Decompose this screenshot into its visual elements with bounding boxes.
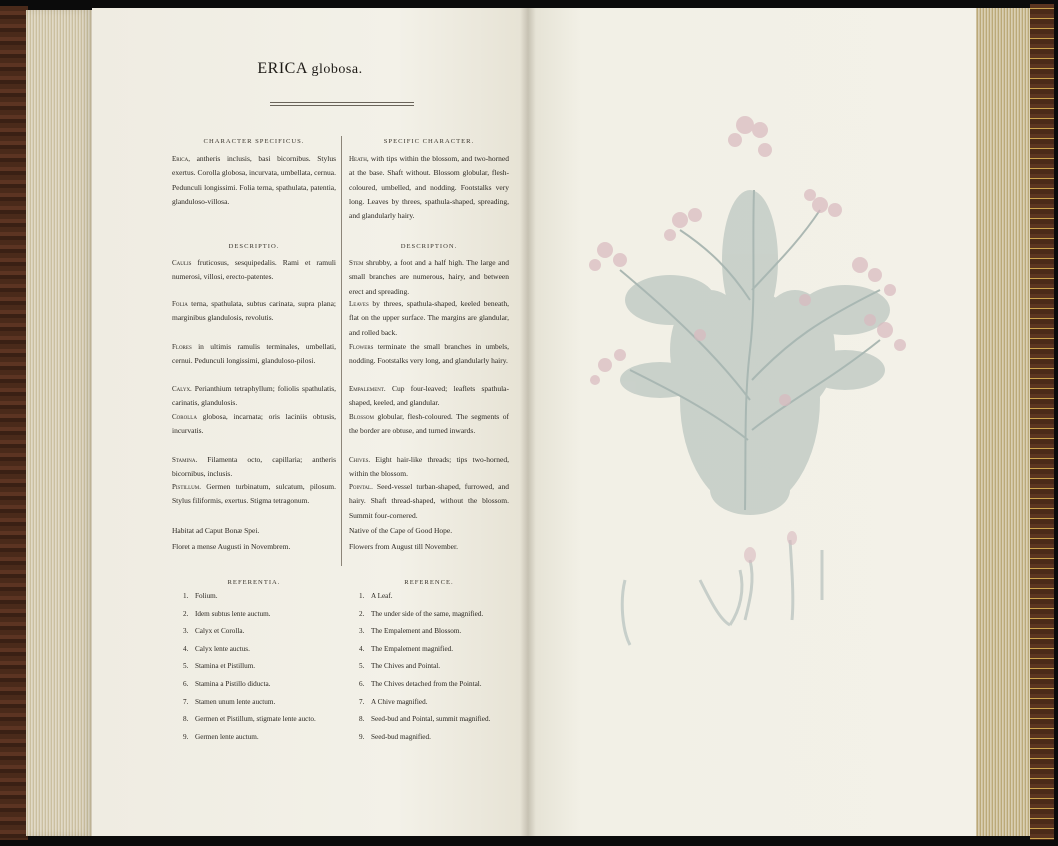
desc-latin-lead: Caulis: [172, 259, 192, 267]
reference-number: 9.: [183, 732, 189, 741]
heading-description-english: DESCRIPTION.: [400, 243, 458, 250]
desc-english-lead: Pointal.: [349, 483, 373, 491]
reference-number: 6.: [183, 680, 189, 688]
desc-latin-text: Germen turbinatum, sulcatum, pilosum. Stylus filiformis, exertus. Stigma tetragonum.: [172, 482, 336, 506]
desc-latin-lead: Folia: [172, 300, 188, 308]
character-latin-lead: Erica,: [172, 155, 190, 163]
reference-text: Calyx et Corolla.: [195, 627, 245, 636]
desc-english-text: terminate the small branches in umbels, nodding. Footstalks very long, and glandularly hairy.: [349, 342, 509, 366]
reference-number: 3.: [359, 627, 365, 636]
heading-character-english: SPECIFIC CHARACTER.: [383, 138, 475, 145]
desc-english-0: [349, 256, 509, 299]
desc-latin-text: Filamenta octo, capillaria; antheris bicornibus, inclusis.: [172, 455, 336, 479]
reference-text: Seed-bud magnified.: [371, 732, 431, 741]
desc-latin-text: globosa, incarnata; oris laciniis obtusis, incurvatis.: [172, 412, 336, 436]
desc-english-lead: Empalement.: [349, 385, 386, 393]
reference-item: [183, 627, 244, 635]
reference-number: 5.: [359, 662, 365, 671]
heading-reference-english: REFERENCE.: [404, 579, 454, 586]
desc-english-2: [349, 340, 509, 369]
dissection-details: [622, 540, 822, 645]
desc-latin-text: fruticosus, sesquipedalis. Rami et ramuli numerosi, villosi, erecto-patentes.: [172, 258, 336, 282]
reference-number: 4.: [359, 644, 365, 653]
right-page-edges: [976, 8, 1032, 836]
desc-english-7: [349, 524, 509, 538]
character-latin-text: antheris inclusis, basi bicornibus. Stylus exertus. Corolla globosa, incurvata, umbellata, cernua. Pedunculi longissimi. Folia terna, spathulata, patentia, glanduloso-villosa.: [172, 154, 336, 206]
reference-item: [183, 698, 275, 706]
desc-latin-4: [172, 410, 336, 439]
reference-item: [183, 662, 255, 670]
reference-number: 7.: [183, 697, 189, 706]
desc-latin-0: [172, 256, 336, 285]
desc-latin-lead: Pistillum.: [172, 483, 201, 491]
desc-english-5: [349, 453, 509, 482]
reference-text: Folium.: [195, 592, 218, 600]
reference-text: The Chives detached from the Pointal.: [371, 680, 482, 688]
desc-latin-habitat: Habitat ad Caput Bonæ Spei.: [172, 526, 260, 535]
desc-english-1: [349, 297, 509, 340]
page-title: [92, 60, 528, 78]
reference-text: Germen et Pistillum, stigmate lente aucto.: [195, 715, 316, 724]
desc-latin-8: [172, 540, 336, 554]
reference-item: [183, 715, 316, 723]
desc-latin-text: in ultimis ramulis terminales, umbellati, cernui. Pedunculi longissimi, glanduloso-pilosi.: [172, 342, 336, 366]
reference-item: [183, 592, 218, 600]
reference-number: 2.: [359, 609, 365, 618]
title-genus: ERICA: [257, 60, 308, 77]
title-rule-bottom: [270, 105, 414, 106]
reference-number: 5.: [183, 662, 189, 671]
desc-latin-lead: Corolla: [172, 413, 197, 421]
reference-item: [359, 680, 482, 688]
desc-english-text: Eight hair-like threads; tips two-horned, within the blossom.: [349, 455, 509, 479]
reference-text: Stamina et Pistillum.: [195, 662, 256, 671]
reference-text: Stamina a Pistillo diducta.: [195, 680, 271, 688]
desc-latin-1: [172, 297, 336, 326]
reference-text: The Empalement magnified.: [371, 644, 454, 653]
desc-english-text: globular, flesh-coloured. The segments of the border are obtuse, and turned inwards.: [349, 412, 509, 436]
desc-latin-text: terna, spathulata, subtus carinata, supra plana; marginibus glandulosis, revolutis.: [172, 299, 336, 323]
reference-text: Germen lente auctum.: [195, 732, 259, 741]
reference-item: [359, 610, 483, 618]
heading-character-latin: CHARACTER SPECIFICUS.: [203, 138, 305, 145]
reference-item: [359, 627, 461, 635]
reference-number: 8.: [359, 715, 365, 724]
reference-number: 6.: [359, 680, 365, 688]
character-english-text: with tips within the blossom, and two-horned at the base. Shaft without. Blossom globular, flesh-coloured, umbelled, and nodding. Footstalks very long. Leaves by threes, spathula-shaped, spreading, and glandularly hairy.: [349, 154, 509, 221]
desc-english-4: [349, 410, 509, 439]
desc-latin-lead: Flores: [172, 343, 192, 351]
heading-description-latin: DESCRIPTIO.: [228, 243, 280, 250]
reference-item: [359, 733, 431, 741]
reference-number: 1.: [183, 592, 189, 600]
reference-text: The under side of the same, magnified.: [371, 609, 484, 618]
reference-item: [359, 592, 393, 600]
desc-latin-7: [172, 524, 336, 538]
title-species: globosa.: [311, 62, 363, 77]
character-english-lead: Heath,: [349, 155, 369, 163]
reference-number: 4.: [183, 644, 189, 653]
character-english: [349, 152, 509, 223]
desc-english-text: Seed-vessel turban-shaped, furrowed, and hairy. Shaft thread-shaped, without the blossom. Summit four-cornered.: [349, 482, 509, 520]
desc-english-text: Cup four-leaved; leaflets spathula-shaped, keeled, and glandular.: [349, 384, 509, 408]
desc-english-6: [349, 480, 509, 523]
desc-latin-lead: Calyx.: [172, 385, 192, 393]
desc-english-text: by threes, spathula-shaped, keeled beneath, flat on the upper surface. The margins are glandular, and rolled back.: [349, 299, 509, 337]
reference-item: [183, 733, 259, 741]
reference-number: 7.: [359, 697, 365, 706]
reference-text: A Chive magnified.: [371, 697, 428, 706]
reference-text: The Empalement and Blossom.: [371, 627, 462, 636]
desc-english-lead: Leaves: [349, 300, 369, 308]
reference-item: [359, 662, 440, 670]
desc-english-lead: Blossom: [349, 413, 374, 421]
reference-number: 9.: [359, 732, 365, 741]
desc-english-8: [349, 540, 509, 554]
desc-english-text: shrubby, a foot and a half high. The large and small branches are numerous, hairy, and between erect and spreading.: [349, 258, 509, 296]
reference-text: Calyx lente auctus.: [195, 644, 250, 653]
reference-text: The Chives and Pointal.: [371, 662, 441, 671]
foliage-mass: [620, 190, 890, 515]
reference-number: 8.: [183, 715, 189, 724]
desc-latin-5: [172, 453, 336, 482]
reference-item: [359, 645, 453, 653]
desc-latin-3: [172, 382, 336, 411]
desc-english-lead: Flowers: [349, 343, 374, 351]
reference-text: Seed-bud and Pointal, summit magnified.: [371, 715, 491, 724]
title-rule-top: [270, 102, 414, 103]
left-page-edges: [26, 10, 92, 836]
desc-english-native: Native of the Cape of Good Hope.: [349, 526, 453, 535]
character-latin: [172, 152, 336, 209]
reference-text: A Leaf.: [371, 592, 393, 600]
reference-number: 1.: [359, 592, 365, 600]
left-cover-edge: [0, 6, 28, 840]
desc-latin-text: Perianthium tetraphyllum; foliolis spathulatis, carinatis, glandulosis.: [172, 384, 336, 408]
column-divider: [341, 136, 342, 566]
reference-text: Stamen unum lente auctum.: [195, 697, 276, 706]
desc-english-lead: Chives.: [349, 456, 371, 464]
reference-number: 3.: [183, 627, 189, 636]
right-cover-edge: [1030, 4, 1054, 840]
reference-item: [183, 610, 270, 618]
desc-latin-lead: Stamina.: [172, 456, 198, 464]
desc-english-flowers: Flowers from August till November.: [349, 542, 458, 551]
reference-item: [359, 698, 428, 706]
reference-item: [183, 680, 270, 688]
reference-number: 2.: [183, 609, 189, 618]
reference-item: [359, 715, 490, 723]
desc-latin-2: [172, 340, 336, 369]
heading-reference-latin: REFERENTIA.: [227, 579, 281, 586]
gutter-shadow: [520, 8, 536, 836]
erica-globosa-illustration: [560, 100, 960, 660]
reference-text: Idem subtus lente auctum.: [195, 609, 271, 618]
desc-english-3: [349, 382, 509, 411]
desc-latin-6: [172, 480, 336, 509]
reference-item: [183, 645, 250, 653]
desc-english-lead: Stem: [349, 259, 364, 267]
desc-latin-floret: Floret a mense Augusti in Novembrem.: [172, 542, 291, 551]
